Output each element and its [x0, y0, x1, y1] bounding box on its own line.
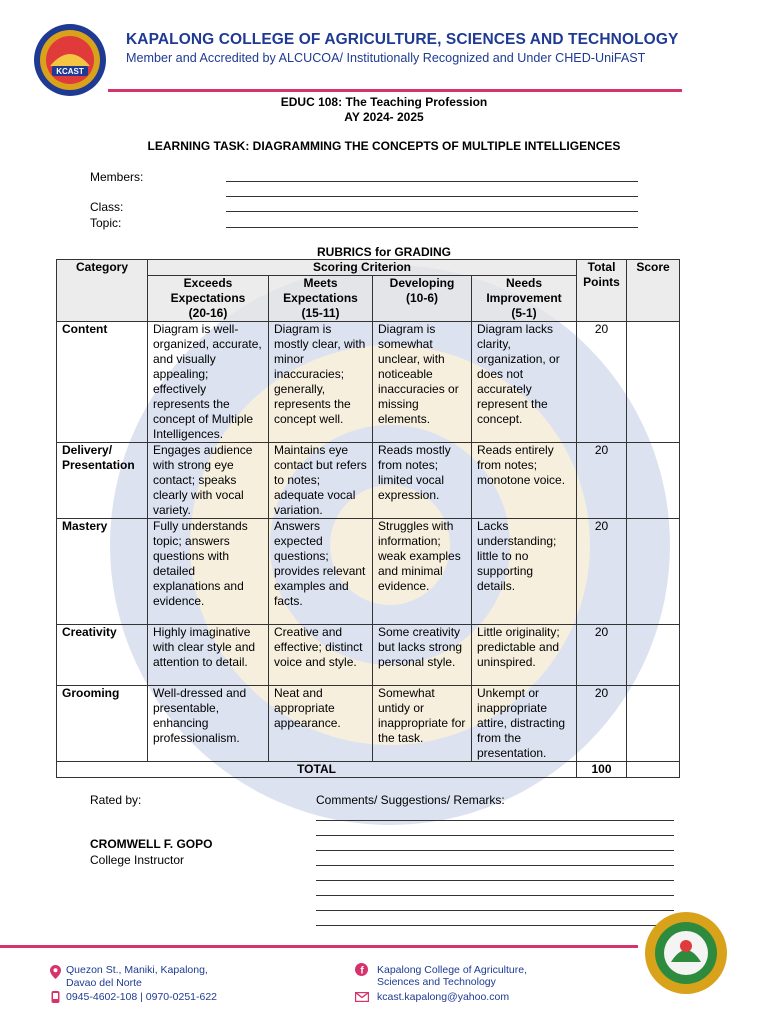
- criterion-cell: Neat and appropriate appearance.: [269, 686, 373, 762]
- address-line-2: Davao del Norte: [66, 977, 142, 989]
- header-level-2: [269, 276, 373, 322]
- rubric-title: RUBRICS for GRADING: [317, 245, 451, 259]
- criterion-cell: Some creativity but lacks strong personal style.: [373, 625, 472, 686]
- total-value: 100: [577, 762, 627, 778]
- header-scoring: Scoring Criterion: [148, 260, 577, 276]
- criterion-cell: Struggles with information; weak examples and minimal evidence.: [373, 519, 472, 625]
- category-cell: Creativity: [57, 625, 148, 686]
- accreditation-line: Member and Accredited by ALCUCOA/ Institutionally Recognized and Under CHED-UniFAST: [126, 51, 646, 65]
- rubric-header-row-1: [57, 260, 680, 276]
- comment-line[interactable]: [316, 910, 674, 911]
- comment-line[interactable]: [316, 850, 674, 851]
- members-label: Members:: [90, 170, 144, 184]
- members-line-1[interactable]: [226, 181, 638, 182]
- criterion-cell: Diagram lacks clarity, organization, or does not accurately represent the concept.: [472, 322, 577, 443]
- points-cell: 20: [577, 625, 627, 686]
- college-name: KAPALONG COLLEGE OF AGRICULTURE, SCIENCES AND TECHNOLOGY: [126, 31, 679, 48]
- facebook-icon[interactable]: [355, 963, 368, 976]
- address-line-1: Quezon St., Maniki, Kapalong,: [66, 964, 208, 976]
- comment-line[interactable]: [316, 895, 674, 896]
- level-range: (5-1): [511, 306, 537, 320]
- points-cell: 20: [577, 322, 627, 443]
- rated-by-label: Rated by:: [90, 793, 142, 807]
- level-range: (10-6): [405, 291, 438, 305]
- criterion-cell: Diagram is well-organized, accurate, and visually appealing; effectively represents the concept of Multiple Intelligences.: [148, 322, 269, 443]
- comment-line[interactable]: [316, 835, 674, 836]
- table-row: [57, 625, 680, 686]
- criterion-cell: Little originality; predictable and uninspired.: [472, 625, 577, 686]
- level-range: (15-11): [301, 306, 340, 320]
- category-cell: Delivery/ Presentation: [57, 443, 148, 519]
- criterion-cell: Fully understands topic; answers questions with detailed explanations and evidence.: [148, 519, 269, 625]
- criterion-cell: Lacks understanding; little to no supporting details.: [472, 519, 577, 625]
- task-title: LEARNING TASK: DIAGRAMMING THE CONCEPTS OF MULTIPLE INTELLIGENCES: [147, 139, 621, 153]
- footer-divider: [0, 945, 638, 948]
- level-name: Meets Expectations: [283, 276, 358, 305]
- level-name: Needs Improvement: [486, 276, 562, 305]
- table-row: [57, 443, 680, 519]
- points-cell: 20: [577, 686, 627, 762]
- instructor-title: College Instructor: [90, 853, 185, 867]
- total-row: [57, 762, 680, 778]
- level-range: (20-16): [188, 306, 228, 320]
- header-level-3: [373, 276, 472, 322]
- topic-line[interactable]: [226, 227, 638, 228]
- criterion-cell: Answers expected questions; provides relevant examples and facts.: [269, 519, 373, 625]
- document-header: [0, 0, 768, 95]
- score-cell[interactable]: [627, 686, 680, 762]
- phone-numbers: 0945-4602-108 | 0970-0251-622: [66, 991, 218, 1003]
- topic-label: Topic:: [90, 216, 122, 230]
- score-cell[interactable]: [627, 443, 680, 519]
- score-cell[interactable]: [627, 625, 680, 686]
- header-level-1: [148, 276, 269, 322]
- header-category: Category: [57, 260, 148, 322]
- score-cell[interactable]: [627, 322, 680, 443]
- college-logo-icon: [32, 22, 108, 98]
- total-label: TOTAL: [57, 762, 577, 778]
- rubric-table: [56, 259, 680, 778]
- criterion-cell: Well-dressed and presentable, enhancing professionalism.: [148, 686, 269, 762]
- criterion-cell: Creative and effective; distinct voice and style.: [269, 625, 373, 686]
- score-cell[interactable]: [627, 519, 680, 625]
- category-cell: Content: [57, 322, 148, 443]
- instructor-name: CROMWELL F. GOPO: [90, 837, 213, 851]
- criterion-cell: Maintains eye contact but refers to notes; adequate vocal variation.: [269, 443, 373, 519]
- category-cell: Mastery: [57, 519, 148, 625]
- header-level-4: [472, 276, 577, 322]
- header-total-points: Total Points: [577, 260, 627, 322]
- academic-year: AY 2024- 2025: [344, 110, 424, 124]
- criterion-cell: Unkempt or inappropriate attire, distracting from the presentation.: [472, 686, 577, 762]
- class-label: Class:: [90, 200, 124, 214]
- comment-line[interactable]: [316, 820, 674, 821]
- email-icon[interactable]: [355, 992, 369, 1002]
- phone-icon: [50, 991, 61, 1003]
- total-score-cell[interactable]: [627, 762, 680, 778]
- municipal-seal-icon: [643, 910, 729, 996]
- comment-line[interactable]: [316, 865, 674, 866]
- facebook-name-line-1[interactable]: Kapalong College of Agriculture,: [377, 964, 528, 976]
- members-line-2[interactable]: [226, 196, 638, 197]
- points-cell: 20: [577, 519, 627, 625]
- comment-line[interactable]: [316, 925, 674, 926]
- course-title: EDUC 108: The Teaching Profession: [280, 95, 488, 109]
- criterion-cell: Reads entirely from notes; monotone voice.: [472, 443, 577, 519]
- criterion-cell: Somewhat untidy or inappropriate for the task.: [373, 686, 472, 762]
- logo-text: KCAST: [56, 67, 84, 76]
- email-address[interactable]: kcast.kapalong@yahoo.com: [377, 991, 510, 1003]
- criterion-cell: Diagram is somewhat unclear, with noticeable inaccuracies or missing elements.: [373, 322, 472, 443]
- class-line[interactable]: [226, 211, 638, 212]
- comments-label: Comments/ Suggestions/ Remarks:: [316, 793, 505, 807]
- svg-text:f: f: [360, 965, 364, 976]
- criterion-cell: Reads mostly from notes; limited vocal expression.: [373, 443, 472, 519]
- points-cell: 20: [577, 443, 627, 519]
- level-name: Developing: [389, 276, 455, 290]
- location-pin-icon: [50, 965, 61, 979]
- comment-line[interactable]: [316, 880, 674, 881]
- criterion-cell: Highly imaginative with clear style and attention to detail.: [148, 625, 269, 686]
- criterion-cell: Diagram is mostly clear, with minor inaccuracies; generally, represents the concept well.: [269, 322, 373, 443]
- header-divider: [108, 89, 682, 92]
- criterion-cell: Engages audience with strong eye contact; speaks clearly with vocal variety.: [148, 443, 269, 519]
- facebook-name-line-2[interactable]: Sciences and Technology: [377, 976, 496, 988]
- header-score: Score: [627, 260, 680, 322]
- table-row: [57, 686, 680, 762]
- level-name: Exceeds Expectations: [170, 276, 246, 305]
- table-row: [57, 322, 680, 443]
- category-cell: Grooming: [57, 686, 148, 762]
- table-row: [57, 519, 680, 625]
